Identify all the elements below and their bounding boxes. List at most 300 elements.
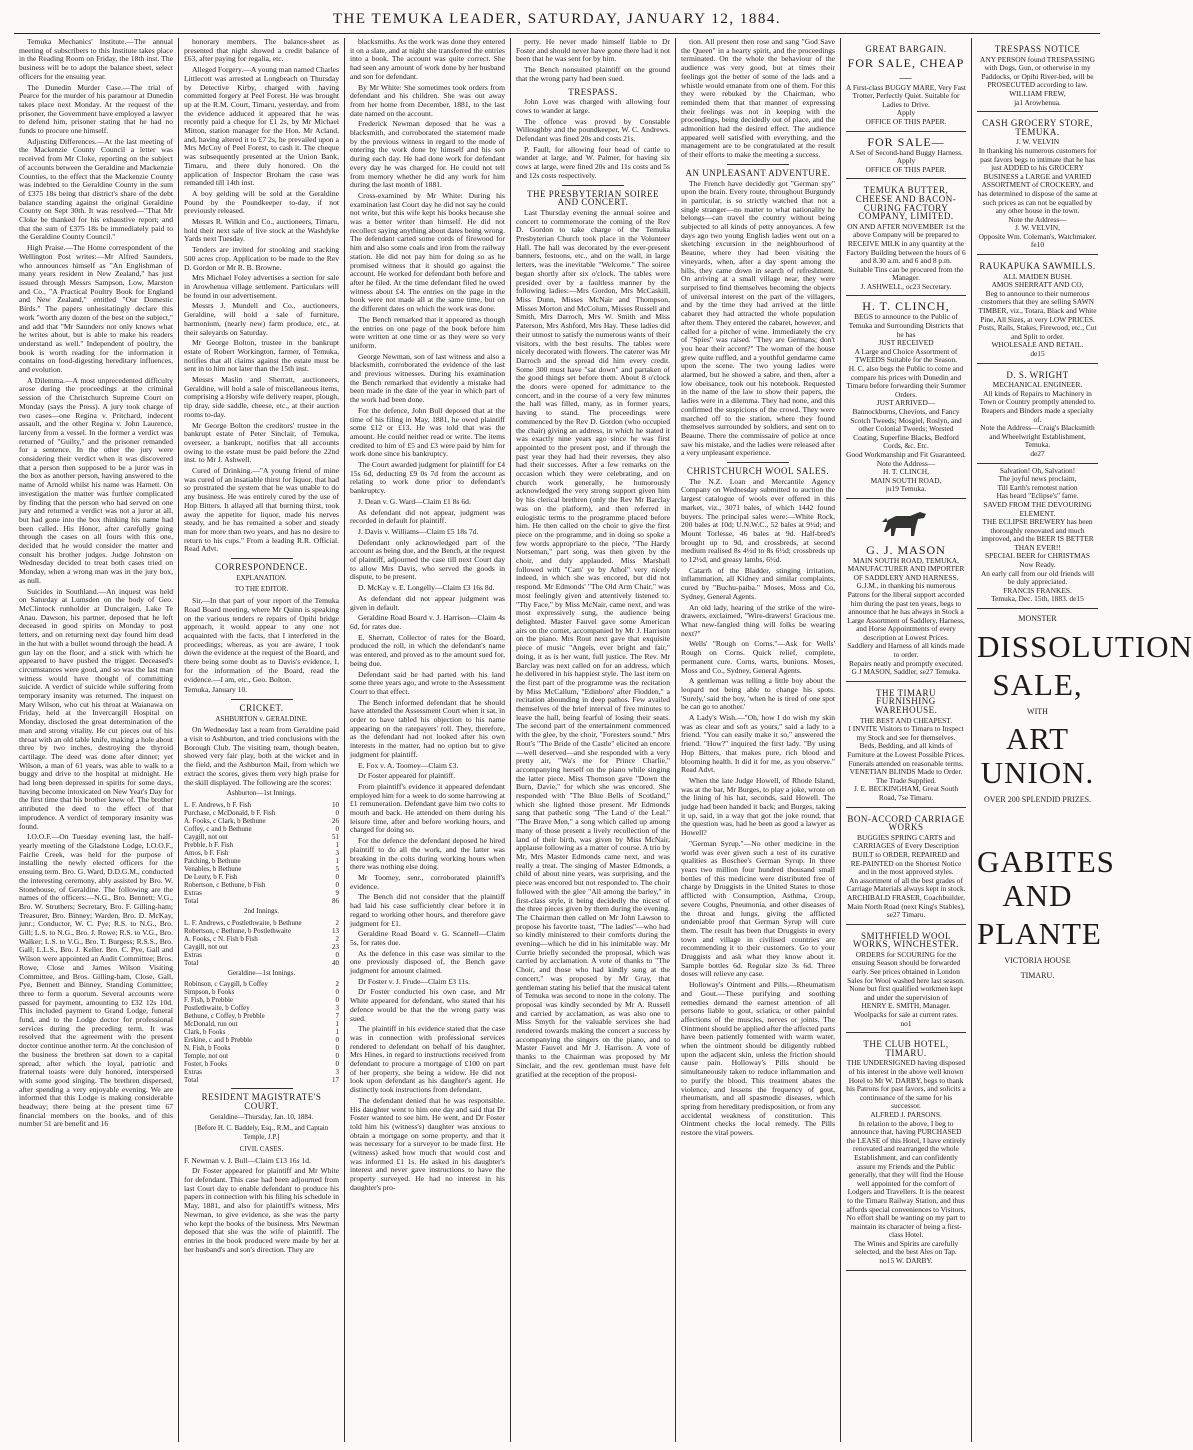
batsman: Robertson, c Bethune, b Fish (184, 880, 266, 889)
ad-line: H. C. also begs the Public to come and compare his prices with Dunedin and Timaru before forwarding their Summer Orders. (846, 364, 966, 399)
advertisement (977, 255, 1098, 364)
runs: 2 (335, 934, 339, 943)
runs: 13 (332, 926, 339, 935)
article-paragraph: Cured of Drinking.—"A young friend of mine was cured of an insatiable thirst for liquor, that had so prostrated the system that he was unable to do any business. He was entirely cured by the use of Hop Bitters. It allayed all that burning thirst, took away the appetite for liquor, made his nerves steady, and he has remained a sober and steady man for more than two years, and has no desire to return to his cups." From a leading R.R. Official. Read Advt. (184, 466, 339, 554)
ad-title: D. S. WRIGHT (1006, 369, 1069, 380)
ad-headline: H. T. CLINCH, (862, 299, 950, 314)
score-row (184, 935, 339, 943)
soiree-heading: THE PRESBYTERIAN SOIREE AND CONCERT. (526, 188, 659, 208)
ad-line: I INVITE Visitors to Timaru to Inspect my Stock and see for themselves. (848, 724, 964, 742)
score-row (184, 1052, 339, 1060)
article-paragraph: P. Faull, for allowing four head of cattle to wander at large, and W. Palmer, for having six cows at large, were fined 20s and 11s costs and 5s and 12s costs respectively. (516, 144, 670, 180)
batsman: A. Fooks, c N. Fish b Fish (184, 934, 258, 943)
runs: 10 (332, 800, 339, 809)
runs: 51 (332, 832, 339, 841)
ad-gabites: GABITES AND (977, 844, 1115, 914)
article-paragraph: honorary members. The balance-sheet as presented that night showed a credit balance of £63, after paying for regalia, etc. (184, 37, 339, 64)
ad-line: SPECIAL BEER for CHRISTMAS Now Ready. (984, 551, 1091, 570)
article-paragraph: "German Syrup."—No other medicine in the world was ever given such a test of its curative qualities as Boschee's German Syrup. In three years two million four hundred thousand small bottles of this medicine were distributed free of charge by Druggists in the United States to those afflicted with Consumption, Asthma, Croup, severe Coughs, Pneumonia, and other diseases of the throat and lungs, giving the afflicted undeniable proof that German Syrup will cure them. The result has been that Druggists in every town and village in civilised countries are recommending it to their customers. Go to your Druggists and ask what they know about it. Sample bottles 6d. Regular size 3s 6d. Three doses will relieve any case. (681, 838, 835, 979)
article-paragraph: tion. All present then rose and sang "God Save the Queen" in a hearty spirit, and the proceedings terminated. On the whole the behaviour of the audience was very good, but at times their feelings got the better of some of the lads and a whistle would emanate from one of them. For this they were rebuked by the Chairman, who reminded them that that manner of expressing their feelings was not in keeping with the proceedings, being decidedly out of place, and the admonition had the desired effect. The audience appeared well satisfied with everything, and the management are to be congratulated at the result of their efforts to make the meeting a success. (681, 37, 835, 160)
masthead: THE TEMUKA LEADER, SATURDAY, JANUARY 12, 1884. (14, 6, 1100, 34)
runs: 0 (335, 808, 339, 817)
score-row (184, 951, 339, 959)
batsman: L. F. Andrews, c Postlethwaite, b Bethune (184, 918, 302, 927)
advertisement (846, 38, 966, 132)
article-paragraph: John Love was charged with allowing four cows to wander at large. (516, 97, 670, 115)
ad-title: THE TIMARU FURNISHING WAREHOUSE. (874, 687, 938, 716)
ad-line: An assortment of all the best grades of Carriage Materials always kept in stock. (846, 875, 966, 894)
score-row (184, 927, 339, 935)
ad-line: VENETIAN BLINDS Made to Order. The Trade Supplied. (849, 767, 963, 785)
court-case: F. Newman v. J. Bull—Claim £13 16s 1d. (184, 1155, 311, 1165)
column-1 (14, 38, 179, 1442)
article-paragraph: blacksmiths. As the work was done they entered it on a slate, and at night she transferred the entries into a book. The account was quite correct. She had seen any amount of work done by her husband and son for defendant. (350, 37, 505, 81)
article-paragraph: Mrs Michael Foley advertises a section for sale in Arowhenua village settlement. Particulars will be found in our advertisement. (184, 273, 339, 300)
ad-line: Opposite Wm. Coleman's, Watchmaker. (978, 231, 1097, 241)
article-paragraph: High Praise.—The Home correspondent of the Wellington Post writes:—Mr Alfred Saunders, who announces himself as "An Englishman of many years resident in New Zealand," has just issued through Messrs Sampson, Low, Marston and Co., "A Practical Poultry Book for England and New Zealand," entitled "Our Domestic Birds." The papers unhesitatingly declare this work "worth any dozen of the best on the subject," and add that "Mr Saunders not only knows what he writes about, but is able to make his readers understand as well." Independent of poultry, the book is worth reading for the information it contains on food-digesting hereditary influences, and evolution. (19, 243, 173, 375)
ad-line: A Set of Second-hand Buggy Harness. (849, 147, 963, 157)
score-row (184, 1020, 339, 1028)
runs: 0 (335, 988, 339, 997)
innings-title: 2nd Innings. (244, 906, 279, 915)
ad-line: WILLIAM FREW, (1009, 88, 1066, 98)
batsman: Extras (184, 950, 202, 959)
article-paragraph: When the late Judge Howell, of Rhode Island, was at the bar, Mr Burges, to play a joke, wrote on the lining of his hat, seconds, said Howell. The judge had been handed it back; and Burges, taking it up, said, in a way that got the joke round, that the question was, had he been as good a lawyer as Howell? (681, 775, 835, 838)
advertisement (846, 682, 966, 808)
scorecard (184, 980, 339, 1084)
runs: 0 (335, 880, 339, 889)
batsman: Erskine, c and b Prebble (184, 1036, 253, 1045)
article-paragraph: For the defence, John Bull deposed that at the time of his filing in May, 1881, he owed plaintiff some £12 or £13. He was told that was the amount. He could neither read or write. The items credited to him of £5 and £3 were paid by him for work done since his bankruptcy. (350, 405, 505, 459)
batsman: Caygill, not out (184, 832, 228, 841)
article-paragraph: For the defence the defendant deposed he hired plaintiff to do all the work, and the latter was breaking in the colts during working hours when there was nothing else doing. (350, 836, 505, 872)
advertisement (846, 296, 966, 498)
spacer (977, 811, 1098, 841)
ad-line: J. W. VELVIN (1015, 137, 1060, 147)
batsman: Amos, b F. Fish (184, 848, 229, 857)
ad-line: fe10 (1030, 240, 1045, 250)
article-paragraph: The French have decidedly got "German spy" upon the brain. Every route, throughout Burgundy in particular, is so strictly watched that not a single stranger—no matter to what nationality he belongs—can travel the country without being subjected to all kinds of petty annoyances. A few days ago two young English ladies went out on a sketching excursion in the neighbourhood of Beaune, where they had been visiting the vineyards, when, after a day spent among the hills, they came down in search of refreshment. On arriving at a small village near, they were surprised to find themselves becoming the objects of universal interest on the part of the villagers, and by the time they had arrived at the little cabaret they had attracted the whole population after them. They entered the cabaret, however, and called for a pitcher of wine. Immediately the cry of "Spies" was raised. "They are Germans; don't you hear their accent?" The woman of the house grew quite ruffled, and a youthful gendarme came upon the scene. The two young ladies were alarmed, but he showed a sabre, and then, after a low obeisance, took out his notebook. Requested in the name of the law to show their papers, the ladies were in a dilemma. They had none, and this confirmed the suspicions of the crowd. They were marched off to the station, where they found themselves surrounded by soldiers, and sent on to Beaune. There the commissaire of police at once saw his mistake, and the ladies were released after a very unpleasant experience. (681, 178, 835, 458)
total-runs: 86 (332, 896, 339, 905)
court-bench: [Before H. C. Baddely, Esq., R.M., and Captain Temple, J.P.] (194, 1124, 329, 1142)
article-paragraph: Messrs J. Mundell and Co., auctioneers, Geraldine, will hold a sale of furniture, harmonium, (nearly new) farm produce, etc., at their saleyards on Saturday. (184, 301, 339, 337)
ad-line: OFFICE OF THIS PAPER. (865, 164, 947, 174)
column-4 (511, 38, 676, 1442)
score-row (184, 817, 339, 825)
ad-line: Woolpacks for sale at current rates. (853, 1010, 959, 1020)
article-paragraph: Mr George Bolton the creditors' trustee in the bankrupt estate of Peter Sinclair, of Temuka, overseer, a bankrupt, notifies that all accounts owing to the estate must be paid before the 22nd inst. to Mr J. Ashwell. (184, 420, 339, 465)
article-paragraph: A Dilemma.—A most unprecedented difficulty arose during the proceedings at the criminal session of the Christchurch Supreme Court on Monday (says the Press). A jury took charge of two cases—one Regina v. Pritchard, indecent assault, and the other Regina v. John Laurence, larceny from a vessel. In the former a verdict was returned of "Guilty," and the prisoner remanded for a sentence. In the other the jury were considering their verdict when it was discovered that a person then supposed to be a juror was in the box as another person, having answered to the name of Arnold whilst his name was Harnett. On investigation the matter was further complicated by finding that the person who had served on one jury and returned a verdict was not a juror at all, but had gone into the box thinking his name had been called. His Honor, after carefully going through the cases on all fours with this one, decided that he would consider the matter and consult his brother judges. Judge Johnston on Wednesday decided to treat both cases tried on Monday, when a wrong man was in the jury box, as null. (19, 375, 173, 585)
ad-line: Till Earth's remotest nation (997, 482, 1078, 492)
ad-line: Note the Address— (1008, 214, 1067, 224)
ad-line: de27 (1030, 448, 1045, 458)
ad-line: The joyful news proclaim, (998, 474, 1077, 484)
ad-prizes: OVER 200 SPLENDID PRIZES. (983, 795, 1092, 805)
divider (562, 185, 624, 186)
score-row (184, 1036, 339, 1044)
wool-heading: CHRISTCHURCH WOOL SALES. (686, 466, 830, 477)
article-paragraph: As defendant did not appear, judgment was recorded in default for plaintiff. (350, 507, 505, 526)
ad-line: WHOLESALE AND RETAIL. (991, 340, 1084, 350)
ad-line: Repairs neatly and promptly executed. (849, 658, 963, 668)
ad-line: Temuka, Dec. 15th, 1883. de15 (991, 594, 1084, 604)
score-row (184, 865, 339, 873)
ad-line: ja1 Arowhenua. (1014, 97, 1061, 107)
article-paragraph: Defendant said he had parted with his land some three years ago, and wrote to the Assessment Court to that effect. (350, 669, 505, 696)
ad-line: Apply (896, 108, 916, 118)
ad-line: JUST RECEIVED (878, 338, 934, 348)
article-paragraph: Dr Foster appeared for plaintiff. (358, 771, 456, 781)
ad-town: TIMARU. (1020, 970, 1055, 980)
ad-with: WITH (1027, 706, 1048, 716)
advertisement (977, 364, 1098, 464)
ad-line: Good Workmanship and Fit Guaranteed. (846, 449, 966, 459)
score-total-row (184, 1076, 339, 1084)
ad-dissolution: DISSOLUTION (977, 628, 1193, 664)
score-row (184, 841, 339, 849)
batsman: L. F. Andrews, b F. Fish (184, 800, 252, 809)
batsman: Simpson, b Fooks (184, 988, 235, 997)
ad-line: A First-class BUGGY MARE, Very Fast Trotter, Perfectly Quiet. Suitable for Ladies to Drive. (846, 82, 966, 109)
ad-line: In thanking his numerous customers for past favors begs to intimate that he has just ADDED to his GROCERY BUSINESS a LARGE and VARIED ASSORTMENT of CROCKERY, and has determined to dispose of the same at such prices as can not be equalled by any other house in the town. (977, 145, 1098, 216)
ad-art-union: ART UNION. (980, 721, 1095, 791)
court-date: Geraldine—Thursday, Jan. 10, 1884. (209, 1112, 314, 1121)
ad-headline: FOR SALE— (867, 134, 945, 149)
divider (231, 1088, 293, 1089)
advertisement (846, 1033, 966, 1270)
ad-line: The Wines and Spirits are carefully selected, and the best Ales on Tap. (853, 1238, 959, 1257)
batsman: McDonald, run out (184, 1020, 238, 1029)
ad-line: AMOS SHERRATT AND CO, (991, 280, 1084, 290)
article-paragraph: Dr Foster conducted his own case, and Mr White appeared for defendant, who stated that his defence would be that the the wrong party was sued. (350, 987, 505, 1023)
batsman: Robertson, c Bethune, b Postlethwaite (184, 926, 291, 935)
batsman: F. Fish, b Prebble (184, 996, 234, 1005)
score-row (184, 825, 339, 833)
article-paragraph: By Mr White: She sometimes took orders from defendant and his children. She was out away from her home from December, 1881, to the last date named on the account. (350, 82, 505, 118)
batsman: Venables, b Bethune (184, 864, 242, 873)
ad-line: MAIN SOUTH ROAD, TEMUKA, (852, 555, 959, 565)
article-paragraph: Suicides in Southland.—An inquest was held on Saturday at Lumsden on the body of Geo. McClintock runholder at Duncraigen, Lake Te Anau. Dawson, his partner, deposed that he left deceased in good spirits on Monday to post letters, and on returning next day found him dead in the hut with a bullet wound through the head. A gun lay on the floor, and a stick with which he appeared to have pushed the trigger. Deceased's circumstances were good, and so was the last man witness would have thought of committing suicide. A verdict of suicide while suffering from temporary insanity was returned. The inquest on Mary Wilson, who cut his throat at Waianawa on Friday, held at the Invercargill Hospital on Monday, disclosed the great determination of the man and strong vitality. He cut pieces out of his throat with an old table knife, making a hole about three by two inches, destroying the thyroid cartilage. The deed was done after dinner; yet Wilson, a man of 61 years, was able to walk to a buggy and drive to the hospital at midnight. He had long been depressed in spirits for some days, having become intoxicated on New Year's Day for the first time that his brother knew of. The brother attributed the deed to the effect of that imprudence. A verdict of temporary insanity was found. (19, 586, 173, 831)
court-body: Dr Foster appeared for plaintiff and Mr White for defendant. This case had been adjourned from last Court day to enable defendant to produce his papers in connection with his filing his schedule in May, 1881, and also for plaintiff's witness, Mrs Newman, to give evidence, as she was the party who kept the books of the business. Mrs Newman deposed that she was the wife of plaintiff. The entries in the book produced were made by her at her husband's and son's direction. They are (184, 1166, 339, 1254)
article-paragraph: Holloway's Ointment and Pills.—Rheumatism and Gout.—These purifying and soothing remedies demand the earnest attention of all persons liable to gout, sciatica, or other painful affections of the muscles, nerves or joints. The Ointment should be applied after the affected parts have been patiently fomented with warm water, when the ointment should be diligently rubbed upon the adjacent skin, unless the friction should cause pain. Holloway's Pills should be simultaneously taken to reduce inflammation and to purify the blood. This treatment abates the violence, and lessens the frequency of gout, rheumatism, and all spasmodic diseases, which spring from hereditary predisposition, or from any accidental weakness of constitution. This Ointment checks the local remedy. The Pills restore the vital powers. (681, 980, 835, 1138)
trespass-heading: TRESPASS. (568, 86, 618, 97)
batsman: De Leuty, b F. Fish (184, 872, 238, 881)
ad-headline: G. J. MASON (866, 542, 946, 557)
score-row (184, 873, 339, 881)
scorecard (184, 801, 339, 905)
article-paragraph: The Court awarded judgment for plaintiff for £4 15s 6d, deducting £9 0s 7d from the account as relating to work done prior to defendant's bankruptcy. (350, 460, 505, 496)
ad-line: HENRY E. SMITH, Manager. (861, 1001, 951, 1011)
batsman: Patching, b Bethune (184, 856, 241, 865)
ad-line: G.J.M., in thanking his numerous Patrons for the liberal support accorded him during the past ten years, begs to announce that he has always in Stock a Large Assortment of Saddlery, Harness, and Horse Appointments of every description at Lowest Prices. (847, 581, 965, 642)
runs: 3 (335, 1068, 339, 1077)
ad-line: J. W. VELVIN, (1015, 223, 1060, 233)
article-paragraph: E. Sherratt, Collector of rates for the Board, produced the roll, in which the defendant's name was entered, and proved as to the amount sued for, being due. (350, 632, 505, 668)
article-paragraph: Defendant only acknowledged part of the account as being due, and the Bench, at the request of plaintiff, adjourned the case till next Court day to allow Mrs Davis, who served the goods in dispute, to be present. (350, 537, 505, 582)
ad-line: J. E. BECKINGHAM, Great South Road, 7se Timaru. (853, 784, 959, 802)
ad-title: GREAT BARGAIN. (865, 44, 947, 54)
divider (727, 462, 789, 463)
score-row (184, 988, 339, 996)
article-paragraph: Last Thursday evening the annual soiree and concert to commemorate the coming of the Rev D. Gordon to take charge of the Temuka Presbyterian Church took place in the Volunteer Hall. The hall was decorated by the ever-present banners, festoons, etc., and on the wall, in large letters, was the inevitable "Welcome." The soiree began shortly after six o'clock. The tables were presided over by a faultless manner by the following ladies:—Mrs Gordon, Mrs McCaskill, Miss Dunn, Misses McNair and Thompson, Misses Morton and McColum, Misses Russell and Smith, Mrs Darroch, Mrs W. Smith and Miss Paterson, Mrs Ashford, Mrs Hay. These ladies did their utmost to satisfy the numerous wants of their visitors, with the best results. The tables were nicely decorated with flowers. The caterer was Mr Darroch and the spread did him every credit. Some 300 must have "sat down" and partaken of the good things set before them. About 8 o'clock the doors were opened for admittance to the concert, and in the course of a very few minutes the hall was filled, many, as in former years, having to stand. The proceedings were commenced by the Rev D. Gordon (who occupied the chair) giving an address, in which he stated it was exactly nine years ago since he was first appointed to the present post, and if through the past year they had had their reverses, they also had their successes. After a few remarks on the occasion which they were celebrating, and on church work generally, he humorously acknowledged the very strong support given him by his clerical brethren (only the Rev Mr Barclay was on the platform), and then referred in eulogistic terms to the programme placed before him. He then called on the choir to give the first piece on the programme, and in doing so spoke a few words appropriate to the piece, "The Hardy Norseman," part song, was then given by the choir, and duly applauded. Miss Marshall followed with "Cam' ye by Athol" very nicely indeed, in which she was encored, but did not respond. Mr Edmonds' "The Old Arm Chair," was most feelingly given and attentively listened to. "Thy Face," by Miss McNair, came next, and was most expressively sung, the audience being delighted. Master Fauvel gave some American airs on the cornet, accompanied by Mr J. Harrison on the piano. Mrs Rout next gave that exquisite piece of music "Angels, ever bright and fair," doing, it as is her want, full justice. The Rev. Mr Barclay was next called on for an address, which he delivered in his happiest style. The last item on the first part of the programme was the recitation by Miss McCallum, "Edinboro' after Flodden," a recitation abounding in deep pathos. Few availed themselves of the brief interval of five minutes to leave the hall, being fearful of losing their seats. The second part of the entertainment commenced with the glee, by the choir, "Foresters sound." Mrs Rout's "The Bride of the Castle" elicited an encore—well deserved—and she responded with a very pretty air, "Wa's me for Prince Charlie," accompanying herself on the piano while singing the latter piece. Miss Thomson gave "Down the Burn, Davie," for which she was encored. She responded with "The Blue Bells of Scotland," which she lighted those present. Mr Edmonds sang that pathetic song "The Land o' the Leal." "The Brave Men," a song which called up among many of those present a lively recollection of the land of their birth, was given by Miss McNair, applause following as a matter of course. A trio by Mr, Mrs Master Edmonds came next, and was really a treat. The singing of Master Edmonds, a child of about nine years, was surprising, and the piece was encored but not responded to. The choir followed with the glee "All among the barley," in first-class style, it being decidedly the nicest of the three pieces given by them during the evening. The Chairman then called on Mr John Lawson to propose his favorite toast, "The ladies"—who had so kindly ministered to their comforts during the evening—which he did in his inimitable way. Mr Currie briefly seconded the proposal, which was carried by acclamation. A vote of thanks to "The Choir, and those who had kindly sung at the concert," was proposed by Mr Gray, that gentleman stating his belief that the musical talent of Temuka was second to none in the colony. The proposal was kindly seconded by Mr A. Russell and carried by acclamation, as was also one to Miss Smyth for the valuable services she had rendered towards making the concert a success by accompanying the singers on the piano, and to Master Fauvel and Mr J. Harrison. A vote of thanks to the Chairman was proposed by Mr Sinclair, and the rev. gentleman must have felt gratified at the reception of the proposi- (516, 207, 670, 1079)
article-paragraph: The defendant denied that he was responsible. His daughter went to him one day and said that Dr Foster wanted to see him. He went, and Dr Foster told him his (witness's) daughter was anxious to obtain a mortgage on some property, and that it was necessary for a surveyor to be made first. He (witness) asked how much that would cost and was informed £1 1s. He asked in his daughter's interest and never gave instructions to have the property surveyed. He had no interest in his daughter's pro- (350, 1095, 505, 1192)
runs: 23 (332, 942, 339, 951)
ad-line: Beds, Bedding, and all kinds of Furniture at the Lowest Possible Prices. (847, 741, 965, 759)
article-paragraph: Tenders are invited for stooking and stacking 500 acres crop. Application to be made to the Rev D. Gordon or Mr R. B. Browne. (184, 245, 339, 272)
advertisement (846, 499, 966, 682)
letter-place: Temuka, January 10. (184, 685, 248, 695)
innings-title: Ashburton—1st Innings. (226, 789, 297, 798)
score-row (184, 1028, 339, 1036)
dissolution-sale-ad (977, 614, 1193, 981)
ad-line: BUGGIES SPRING CARTS and CARRIAGES of Every Description BUILT to ORDER, REPAIRED and RE-PAINTED on the Shortest Notice and in the most approved styles. (850, 832, 962, 877)
total-label: Total (184, 958, 199, 967)
article-paragraph: Dr Foster v. J. Frude—Claim £3 11s. (358, 976, 471, 986)
ad-sale: SALE, (992, 666, 1083, 702)
article-paragraph: Mr George Bolton, trustee in the bankrupt estate of Robert Workington, farmer, of Temuka, notifies that all claims against the estate must be sent in to him not later than the 15th inst. (184, 338, 339, 374)
advertisement (846, 808, 966, 925)
ad-line: ANY PERSON found TRESPASSING with Dogs, Gun, or otherwise in my Paddocks, or Opihi River-bed, will be PROSECUTED according to law. (980, 54, 1095, 90)
correspondence-heading: CORRESPONDENCE. (215, 562, 308, 573)
batsman: N. Fish, b Fooks (184, 1044, 231, 1053)
ad-line: MANUFACTURER AND IMPORTER OF SADDLERY AND HARNESS. (847, 564, 965, 582)
score-row (184, 1060, 339, 1068)
ad-line: no15 W. DARBY. (879, 1256, 933, 1266)
article-paragraph: Mr Toomey, senr., corroborated plaintiff's evidence. (350, 872, 505, 891)
score-row (184, 943, 339, 951)
article-paragraph: E. Fox v. A. Toomey—Claim £3. (358, 760, 459, 770)
ad-line: G J MASON, Saddler, se27 Temuka. (851, 667, 961, 677)
article-paragraph: perty. He never made himself liable to Dr Foster and should never have gone there had it not been that he was sent for by him. (516, 37, 670, 64)
article-paragraph: Alleged Forgery.—A young man named Charles Littlecott was arrested at Longbeach on Thursday by Detective Kirby, charged with having committed forgery at Peel Forest. He was brought up at the R.M. Court, Timaru, yesterday, and from the evidence adduced it appeared that he was recently paid a cheque for £1 2s, by Mr Michael Mitton, station manager for the Hon. Mr Acland, and, having altered it to £7 2s, he prevailed upon a Mrs McCoy of Peel Forest, to cash it. The cheque was subsequently presented at the Union Bank, Timaru, and there duly honored. On the application of Inspector Broham the case was remanded till 14th inst. (184, 65, 339, 188)
ad-line: In relation to the above, I beg to announce that, having PURCHASED the LEASE of this Hotel, I have entirely renovated and rearranged the whole Establishment, and can confidently assure my Friends and the Public generally, that they will find the House well appointed for the comfort of Lodgers and Travellers. It is the nearest to the Timaru Railway Station, and thus affords special conveniences to Visitors. No effort shall be wanting on my part to maintain its character of being a first-class Hotel. (846, 1118, 966, 1240)
column-2 (179, 38, 345, 1442)
advertisement (977, 38, 1098, 112)
ad-line: All kinds of Repairs to Machinery in Town or Country promptly attended to. (979, 388, 1096, 407)
article-paragraph: Geraldine Road Board v. J. Harrison—Claim 4s 6d, for rates due. (350, 613, 505, 631)
score-row (184, 809, 339, 817)
ad-line: Saddlery and Harness of all kinds made to order. (847, 641, 965, 660)
ad-line: Note the Address— (876, 458, 936, 468)
horse-illustration-icon (876, 506, 936, 540)
score-row (184, 889, 339, 897)
cricket-heading: CRICKET. (239, 702, 284, 713)
column-3 (345, 38, 511, 1442)
article-paragraph: The N.Z. Loan and Mercantile Agency Company on Wednesday submitted to auction the largest catalogue of wools ever offered in this market, viz., 3071 bales, of which 1442 found buyers. The principal sales were:—White Rock, 200 bales at 10d; U.N.W.C., 52 bales at 9½d; and Mount Torlesse, 46 bales at 9d. Half-bred's brought up to 9d, and crossbreds, at second medium realised 8s 4½d to 8s 6½d; crossbreds up to 12½d, and greasy lambs, 6½d. (681, 476, 835, 565)
runs: 7 (335, 1012, 339, 1021)
article-paragraph: Adjusting Differences.—At the last meeting of the Mackenzie County Council a letter was received from Mr Cloke, reporting on the subject of accounts between the Geraldine and Mackenzie Counties, to the effect that the Mackenzie County was indebted to the Geraldine County in the sum of £375 18s being that district's share of the debt balance standing against the original Geraldine County on Sept 30th. It was resolved—"That Mr Cloke be thanked for his exhaustive report; and that the sum of £375 18s be immediately paid to the Geraldine County Council." (19, 136, 173, 242)
columns (14, 37, 1193, 1442)
runs: 3 (335, 1004, 339, 1013)
adventure-heading: AN UNPLEASANT ADVENTURE. (685, 167, 831, 178)
court-civil: CIVIL CASES. (239, 1144, 284, 1153)
ad-line: THE UNDERSIGNED having disposed of his interest in the above well known Hotel to Mr W. DARBY, begs to thank his Patrons for past favors, and solicits a continuance of the same for his successor. (846, 1058, 966, 1111)
article-paragraph: I.O.O.F.—On Tuesday evening last, the half-yearly meeting of the Gladstone Lodge, I.O.O.F., Fairlie Creek, was held for the purpose of installing the newly elected officers for the ensuing term. Bro. G. Ward, D.D.G.M., conducted the interesting ceremony, ably assisted by Bro. W. Stonehouse, of Geraldine. The following are the names of the officers:—N.G., Bro. Bennett; V.G., Bro. W. Struthers; Secretary, Bro. F. Gilling-ham; Treasurer, Bro. Binney; Warden, Bro. D. McKay, junr.; Conductor, W. C. Pye; R.S. to N.G., Bro. Gill; L.S. to N.G., Bro. J. Rowe; R.S. to V.G., Bro. Walker; L.S. to V.G., Bro. T. Burgess; R.S.S., Bro. Gall; L.L.S., Bro. J. Keller. Bro. C. Pye, Gall and Wilson were appointed an Audit Committee; Bros. Rowe, Close and James Wilson Visiting Committee, and Bros. Gilling-ham, Close, Gall, Pye, Bennett and Binney, Standing Committee; three to form a quorum. Several accounts were passed for payment, amounting to £32 12s 10d. This included payment to Grand Lodge, funeral fund, and to the Lodge doctor for professional services during the preceding term. It was resolved that the agreement with the present doctor continue another term. At the conclusion of the business the brethren sat down to a capital spread, after which the loyal, patriotic and fraternal toasts were duly honored, interspersed with some good singing. The brethren dispersed, after spending a very enjoyable evening. We are informed that this Lodge is making considerable headway; there being at the present time 67 financial members on the books, and of this number 51 are benefit and 16 (19, 832, 173, 1129)
court-heading: RESIDENT MAGISTRATE'S COURT. (201, 1092, 322, 1112)
batsman: Temple, not out (184, 1052, 229, 1061)
score-row (184, 881, 339, 889)
ad-title: TRESPASS NOTICE (994, 44, 1081, 54)
article-paragraph: As the defence in this case was similar to the one previously disposed of, the Bench gave judgment for amount claimed. (350, 948, 505, 976)
runs: 0 (335, 824, 339, 833)
ad-line: Beg to announce to their numerous customers that they are selling SAWN TIMBER, viz., Totara, Black and White Pine, All Sizes, at very LOW PRICES. (978, 288, 1097, 324)
batsman: A. Fooks, c Clark, b Bethune (184, 816, 266, 825)
ad-line: ORDERS for SCOURING for the ensuing Season should be forwarded early. See prices obtained in London Sales for Wool washed here last season. (847, 949, 965, 985)
runs: 0 (335, 996, 339, 1005)
ad-line: Funerals attended on reasonable terms. (848, 758, 964, 768)
runs: 2 (335, 918, 339, 927)
ad-line: de15 (1030, 349, 1045, 358)
ad-line: OFFICE OF THIS PAPER. (865, 116, 947, 126)
runs: 1 (335, 1020, 339, 1029)
ad-monster: MONSTER (1018, 614, 1057, 624)
runs: 0 (335, 1044, 339, 1053)
advertisement (846, 925, 966, 1034)
ad-house: VICTORIA HOUSE (1004, 956, 1071, 966)
ad-line: Apply (896, 156, 916, 166)
article-paragraph: The Bench did not consider that the plaintiff had laid his case sufficiently clear before it in regard to working other hours, and therefore gave judgment for £1. (350, 892, 505, 928)
batsman: Coffey, c and b Bethune (184, 824, 252, 833)
article-paragraph: D. McKay v. E. Longelly—Claim £3 16s 8d. (358, 583, 495, 593)
score-row (184, 980, 339, 988)
divider (231, 558, 293, 559)
batsman: Robinson, c Caygill, b Coffey (184, 980, 268, 989)
ad-line: H. T. CLINCH, (883, 467, 929, 477)
article-paragraph: From plaintiff's evidence it appeared defendant employed him for a week to do some harrowing at £1 remuneration. Defendant gave him two colts to mouth and back. He attended on them during his leisure time, after and before working hours, and charged for doing so. (350, 781, 505, 835)
ad-line: ju19 Temuka. (885, 484, 927, 494)
score-row (184, 1004, 339, 1012)
total-label: Total (184, 896, 199, 905)
ad-line: Note the Address—Craig's Blacksmith and Wheelwright Establishment, Temuka. (980, 423, 1095, 450)
article-paragraph: A Lady's Wish.—"Oh, how I do wish my skin was as clear and soft as yours," said a lady to a friend. "You can easily make it so," answered the friend. "How?" inquired the first lady. "By using Hop Bitters, that makes pure, rich blood and blooming health. It did it for me, as you observe." Read Advt. (681, 713, 835, 775)
ad-line: A Large and Choice Assortment of TWEEDS Suitable for the Season. (854, 346, 958, 365)
ad-line: MAIN SOUTH ROAD, (870, 475, 942, 485)
runs: 0 (335, 950, 339, 959)
batsman: Extras (184, 888, 202, 897)
runs: 1 (335, 1028, 339, 1037)
advertisement (846, 179, 966, 296)
ad-line: THE BEST AND CHEAPEST. (859, 715, 953, 725)
runs: 0 (335, 872, 339, 881)
ad-title: CASH GROCERY STORE, TEMUKA. (982, 118, 1093, 137)
ad-line: FRANCIS FRANKES. (1003, 585, 1072, 595)
article-paragraph: The Bench remarked that it appeared as though the entries on one page of the book before him were written at one time or as they were so very uniform. (350, 314, 505, 350)
ad-headline: FOR SALE, CHEAP— (847, 55, 965, 84)
column-6-advertisements (841, 38, 972, 1442)
runs: 0 (335, 1036, 339, 1045)
ad-line: Suitable Tins can be procured from the Manager. (848, 264, 964, 283)
batsman: Postlethwaite, b Coffey (184, 1004, 250, 1013)
runs: 1 (335, 840, 339, 849)
score-total-row (184, 897, 339, 905)
runs: 26 (332, 816, 339, 825)
batsman: Purchase, c McDonald, b F. Fish (184, 808, 276, 817)
correspondence-subheading: EXPLANATION. (236, 573, 287, 582)
article-paragraph: Messrs Maslin and Sherratt, auctioneers, Geraldine, will hold a sale of miscellaneous items, comprising a Horsby wife delivery reaper, plough, tip dray, side saddle, cheese, etc., at their auction rooms to-day. (184, 375, 339, 419)
ad-title: THE CLUB HOTEL, TIMARU. (863, 1039, 949, 1058)
article-paragraph: A boy gelding will be sold at the Geraldine Pound by the Poundkeeper to-day, if not previously released. (184, 188, 339, 216)
score-row (184, 1012, 339, 1020)
ad-title: TEMUKA BUTTER, CHEESE AND BACON-CURING FACTORY COMPANY, LIMITED. (855, 185, 957, 222)
column-5 (676, 38, 841, 1442)
article-paragraph: Frederick Newman deposed that he was a blacksmith, and corroborated the statement made by the previous witness in regard to the mode of entering the work done by himself and his son during each day. He had done work for defendant every day he was charged for. He could not tell from memory whether he did any work for him during the last month of 1881. (350, 119, 505, 190)
column-7-advertisements (972, 38, 1193, 1442)
batsman: Caygill, not out (184, 942, 228, 951)
ad-line: ALFRED J. PARSONS. (870, 1109, 942, 1119)
article-paragraph: George Newman, son of last witness and also a blacksmith, corroborated the evidence of the last and previous witnesses. During his examination the Bench remarked that evidently a mistake had been made in the date of the year in which part of the work had been done. (350, 351, 505, 405)
runs: 1 (335, 856, 339, 865)
cricket-subheading: ASHBURTON v. GERALDINE. (215, 714, 308, 723)
runs: 3 (335, 848, 339, 857)
score-row (184, 833, 339, 841)
advertisement (846, 132, 966, 180)
ad-line: JUST ARRIVED— (876, 398, 936, 408)
ad-line: SAVED FROM THE DEVOURING ELEMENT. (983, 499, 1092, 518)
runs: 2 (335, 980, 339, 989)
article-paragraph: The plaintiff in his evidence stated that the case was in connection with professional services rendered to defendant on behalf of his daughter, Mrs Hines, in regard to instructions received from defendant to procure a mortgage of £100 on part of her property, she being a widow. He did not look upon defendant as his daughter's agent. He distinctly took instructions from defendant. (350, 1024, 505, 1095)
batsman: Bethune, c Coffey, b Prebble (184, 1012, 265, 1021)
score-row (184, 857, 339, 865)
ad-line: Posts, Rails, Stakes, Firewood, etc., Cut and Split to order. (978, 323, 1097, 341)
score-row (184, 849, 339, 857)
score-row (184, 1044, 339, 1052)
batsman: Prebble, b F. Fish (184, 840, 234, 849)
divider (231, 699, 293, 700)
runs: 0 (335, 1060, 339, 1069)
runs: 9 (335, 888, 339, 897)
article-paragraph: J. Davis v. Williams—Claim £5 18s 7d. (358, 526, 479, 536)
ad-title: RAUKAPUKA SAWMILLS. (979, 261, 1096, 272)
ad-line: ARCHIBALD FRASER, Coachbuilder, Main North Road (next King's Stables), se27 Timaru. (847, 892, 965, 920)
ad-line: THE ECLIPSE BREWERY has been thoroughly renovated and much improved, and the BEER IS BETTER THAN EVER!! (981, 517, 1094, 552)
article-paragraph: Messrs R. Wilkin and Co., auctioneers, Timaru, hold their next sale of live stock at the Washdyke Yards next Tuesday. (184, 217, 339, 244)
article-paragraph: The Dunedin Murder Case.—The trial of Pearce for the murder of his paramour at Dunedin takes place next Monday. At the request of the prisoner, the Government have employed a lawyer to defend him, prisoner stating that he had no funds to procure one himself. (19, 82, 173, 136)
cricket-intro: On Wednesday last a team from Geraldine paid a visit to Ashburton, and tried conclusions with the Borough Club. The visiting team, though beaten, showed very fair play, both at the wicket and in the field, and the Ashburton Mail, from which we extract the scores, gives them very high praise for the skill displayed. The following are the scores: (184, 725, 339, 787)
to-editor: TO THE EDITOR. (234, 585, 289, 594)
total-label: Total (184, 1076, 199, 1085)
advertisement (977, 464, 1098, 610)
ad-title: BON-ACCORD CARRIAGE WORKS (847, 813, 965, 833)
scorecard (184, 919, 339, 967)
article-paragraph: Temuka Mechanics' Institute.—The annual meeting of subscribers to this Institute takes place in the Reading Room on Friday, the 18th inst. The business will be to adopt the balance sheet, select officers for the ensuing year. (19, 37, 173, 81)
innings-title: Geraldine—1st Innings. (227, 968, 296, 977)
article-paragraph: Cross-examined by Mr White: During his examination last Court day he did not say he could not write, but this wife kept his books because she was a better writer than himself. He did not recollect saying anything about dates being wrong. The defendant carted some cords of firewood for him and also some coals and iron from the railway station. He did not pay him for doing so as he promised witness that it should go against the account. He worked for defendant both before and after he filed. At the time defendant filed he owed witness about £4. The entries on the page in the book were not made all at the same time, but on the different dates on which the work was done. (350, 190, 505, 314)
article-paragraph: J. Dean v. G. Ward—Claim £1 8s 6d. (358, 496, 471, 506)
ad-line: Has heard "Eclipse's" fame. (996, 491, 1079, 501)
runs: 5 (335, 864, 339, 873)
ad-line: ALL MAIDEN BUSH. (1003, 271, 1072, 281)
article-paragraph: Catarrh of the Bladder, stinging irritation, inflammation, all Kidney and similar complaints, cured by "Buchu-paiba." Moses, Moss and Co, Sydney, General Agents. (681, 565, 835, 601)
ad-line: None but first qualified workmen kept and under the supervision of (849, 984, 963, 1002)
ad-line: Bannockburns, Cheviots, and Fancy Scotch Tweeds; Mosgiel, Roslyn, and other Colonial Tweeds; Worsted Coating, Superfine Blacks, Bedford Cords, &c. Etc. (850, 407, 962, 451)
article-paragraph: An old lady, hearing of the strike of the wire-drawers, exclaimed, "Wire-drawers! Gracious me. What new-fangled thing will folks be wearing next?" (681, 602, 835, 638)
ad-line: Salvation! Oh, Salvation! (999, 465, 1076, 475)
ad-line: Reapers and Binders made a specialty of. (981, 405, 1094, 424)
article-paragraph: As defendant did not appear judgment was given in default. (350, 593, 505, 612)
score-total-row (184, 959, 339, 967)
total-runs: 17 (332, 1076, 339, 1085)
ad-line: BEGS to announce to the Public of Temuka and Surrounding Districts that he has (848, 312, 964, 339)
ad-line: ON AND AFTER NOVEMBER 1st the above Company will be prepared to RECEIVE MILK in any quantity at the Factory Building between the hours of 6 and 8.30 a.m. and 6 and 8 p.m. (846, 221, 966, 266)
batsman: Extras (184, 1068, 202, 1077)
runs: 0 (335, 1052, 339, 1061)
ad-line: An early call from our old friends will be duly appreciated. (980, 568, 1095, 587)
ad-line: no1 (900, 1018, 912, 1028)
ad-line: J. ASHWELL, oc23 Secretary. (860, 281, 952, 291)
article-paragraph: The Bench informed defendant that he should have attended the Assessment Court when it sat, in order to have tabled his objection to his name appearing on the ratepayers' roll. They, therefore, as the defendant had not looked after his own interests in the matter, had no option but to give judgment for plaintiff. (350, 697, 505, 759)
ad-title: SMITHFIELD WOOL WORKS, WINCHESTER. (852, 930, 960, 950)
batsman: Clark, b Fooks (184, 1028, 226, 1037)
